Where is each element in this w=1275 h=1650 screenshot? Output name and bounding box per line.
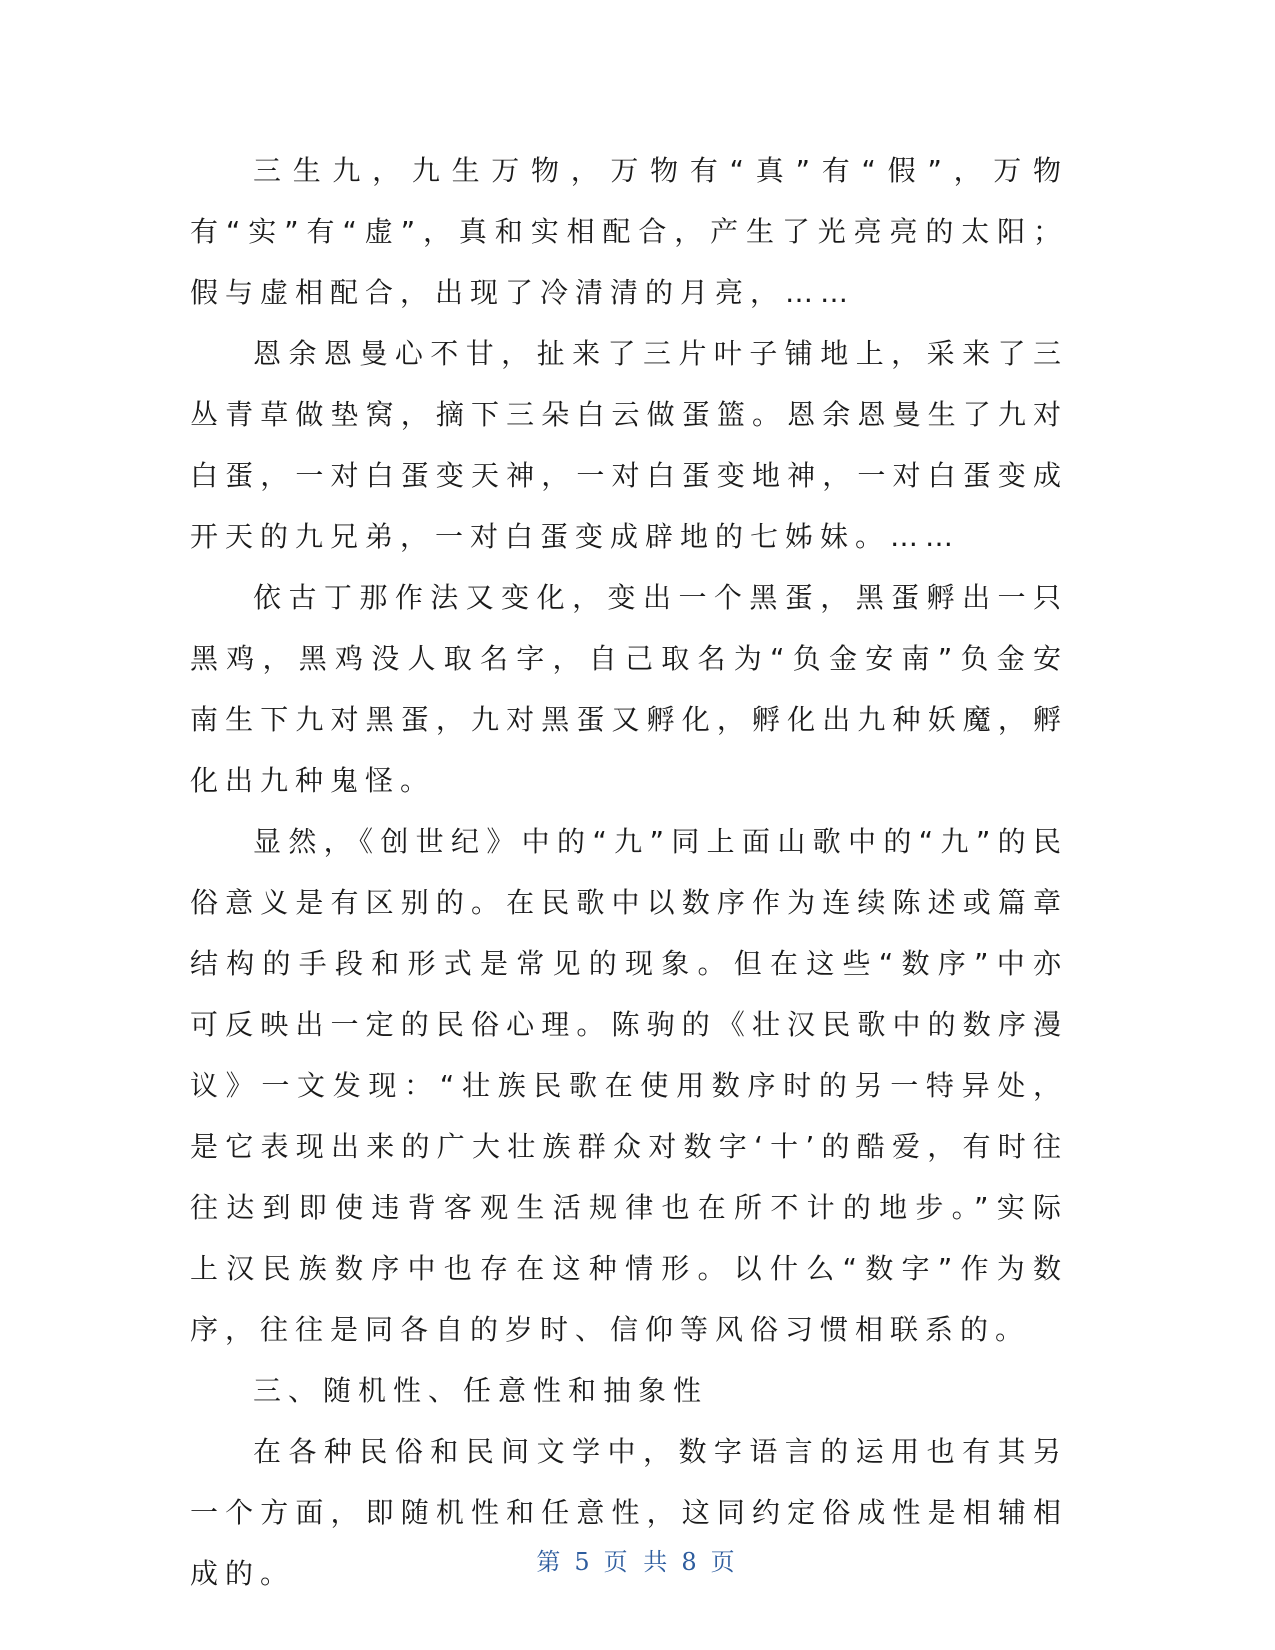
section-heading: 三、随机性、任意性和抽象性 — [253, 1374, 709, 1407]
page-footer — [0, 1542, 1275, 1577]
footer-suffix: 页 — [710, 1548, 739, 1576]
total-pages-number: 8 — [681, 1548, 701, 1576]
paragraph: 三生九，九生万物，万物有“真”有“假”，万物有“实”有“虚”，真和实相配合，产生了光亮亮的太阳；假与虚相配合，出现了冷清清的月亮，…… — [190, 154, 1068, 309]
current-page-number: 5 — [574, 1548, 594, 1576]
footer-prefix: 第 — [536, 1548, 565, 1576]
paragraph: 显然，《创世纪》中的“九”同上面山歌中的“九”的民俗意义是有区别的。在民歌中以数序作为连续陈述或篇章结构的手段和形式是常见的现象。但在这些“数序”中亦可反映出一定的民俗心理。陈驹的《壮汉民歌中的数序漫议》一文发现：“壮族民歌在使用数序时的另一特异处，是它表现出来的广大壮族群众对数字‘十’的酷爱，有时往往达到即使违背客观生活规律也在所不计的地步。”实际上汉民族数序中也存在这种情形。以什么“数字”作为数序，往往是同各自的岁时、信仰等风俗习惯相联系的。 — [190, 825, 1068, 1346]
document-body — [190, 140, 1068, 1604]
footer-middle: 页 共 — [603, 1548, 672, 1576]
paragraph: 恩余恩曼心不甘，扯来了三片叶子铺地上，采来了三丛青草做垫窝，摘下三朵白云做蛋篮。恩余恩曼生了九对白蛋，一对白蛋变天神，一对白蛋变地神，一对白蛋变成开天的九兄弟，一对白蛋变成辟地的七姊妹。…… — [190, 337, 1068, 553]
paragraph: 依古丁那作法又变化，变出一个黑蛋，黑蛋孵出一只黑鸡，黑鸡没人取名字，自己取名为“负金安南”负金安南生下九对黑蛋，九对黑蛋又孵化，孵化出九种妖魔，孵化出九种鬼怪。 — [190, 581, 1068, 797]
paragraph: 在各种民俗和民间文学中，数字语言的运用也有其另一个方面，即随机性和任意性，这同约定俗成性是相辅相成的。 — [190, 1435, 1068, 1590]
